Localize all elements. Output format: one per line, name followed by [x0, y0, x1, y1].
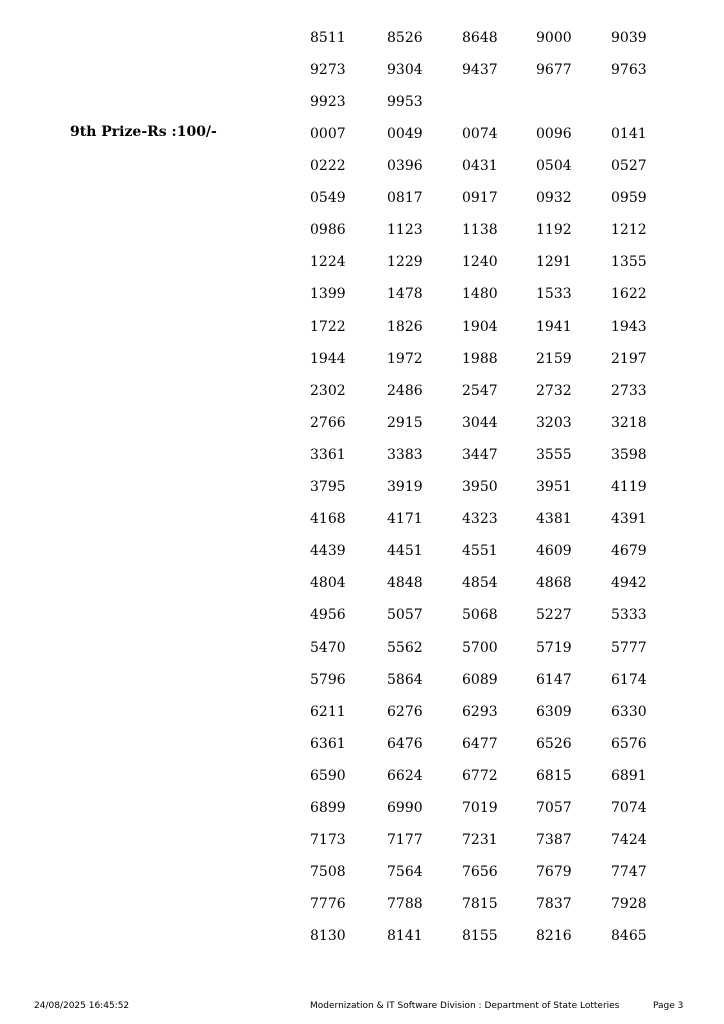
ticket-number: 7928 — [611, 896, 647, 913]
number-row — [0, 511, 724, 543]
number-row — [0, 383, 724, 415]
ticket-number: 2733 — [611, 382, 647, 399]
ticket-number: 1533 — [536, 286, 572, 303]
ticket-number: 1480 — [462, 286, 498, 303]
ticket-number: 8216 — [536, 928, 572, 945]
ticket-number: 9953 — [387, 94, 423, 111]
number-row — [0, 351, 724, 383]
number-row — [0, 222, 724, 254]
number-row — [0, 832, 724, 864]
ticket-number: 0396 — [387, 158, 423, 175]
number-row — [0, 94, 724, 126]
ticket-number: 1944 — [310, 350, 346, 367]
ticket-number: 9273 — [310, 62, 346, 79]
page-footer — [0, 1000, 724, 1014]
ticket-number: 7019 — [462, 799, 498, 816]
ticket-number: 6293 — [462, 703, 498, 720]
footer-page-number: Page 3 — [653, 1001, 684, 1011]
ticket-number: 4848 — [387, 575, 423, 592]
ticket-number: 4323 — [462, 511, 498, 528]
prize-heading-9th: 9th Prize-Rs :100/- — [70, 124, 217, 140]
ticket-number: 2915 — [387, 414, 423, 431]
footer-timestamp: 24/08/2025 16:45:52 — [34, 1001, 130, 1011]
ticket-number: 4868 — [536, 575, 572, 592]
ticket-number: 9437 — [462, 62, 498, 79]
ticket-number: 7679 — [536, 864, 572, 881]
ticket-number: 5057 — [387, 607, 423, 624]
ticket-number: 1904 — [462, 318, 498, 335]
ticket-number: 3447 — [462, 446, 498, 463]
number-row — [0, 768, 724, 800]
number-row — [0, 736, 724, 768]
ticket-number: 1622 — [611, 286, 647, 303]
ticket-number: 0549 — [310, 190, 346, 207]
ticket-number: 4439 — [310, 543, 346, 560]
ticket-number: 0932 — [536, 190, 572, 207]
ticket-number: 6477 — [462, 735, 498, 752]
number-row — [0, 607, 724, 639]
ticket-number: 0917 — [462, 190, 498, 207]
ticket-number: 1941 — [536, 318, 572, 335]
ticket-number: 5796 — [310, 671, 346, 688]
ticket-number: 4942 — [611, 575, 647, 592]
ticket-number: 4391 — [611, 511, 647, 528]
ticket-number: 4679 — [611, 543, 647, 560]
ticket-number: 0007 — [310, 126, 346, 142]
ticket-number: 8648 — [462, 30, 498, 46]
ticket-number: 9763 — [611, 62, 647, 79]
ticket-number: 7057 — [536, 799, 572, 816]
ticket-number: 5333 — [611, 607, 647, 624]
ticket-number: 6590 — [310, 767, 346, 784]
number-row — [0, 928, 724, 960]
prize-9-numbers — [0, 126, 724, 960]
number-row — [0, 800, 724, 832]
ticket-number: 6526 — [536, 735, 572, 752]
ticket-number: 9000 — [536, 30, 572, 46]
ticket-number: 6276 — [387, 703, 423, 720]
number-row — [0, 543, 724, 575]
ticket-number: 7788 — [387, 896, 423, 913]
ticket-number: 7508 — [310, 864, 346, 881]
ticket-number: 9923 — [310, 94, 346, 111]
ticket-number: 7177 — [387, 832, 423, 849]
ticket-number: 6211 — [310, 703, 346, 720]
previous-prize-numbers — [0, 30, 724, 126]
ticket-number: 6891 — [611, 767, 647, 784]
ticket-number: 6990 — [387, 799, 423, 816]
ticket-number: 3218 — [611, 414, 647, 431]
ticket-number: 7776 — [310, 896, 346, 913]
ticket-number: 4804 — [310, 575, 346, 592]
ticket-number: 1988 — [462, 350, 498, 367]
ticket-number: 7837 — [536, 896, 572, 913]
ticket-number: 3951 — [536, 479, 572, 496]
ticket-number: 3203 — [536, 414, 572, 431]
ticket-number: 0096 — [536, 126, 572, 142]
ticket-number: 2732 — [536, 382, 572, 399]
ticket-number: 4551 — [462, 543, 498, 560]
ticket-number: 7387 — [536, 832, 572, 849]
ticket-number: 8511 — [310, 30, 346, 46]
ticket-number: 6174 — [611, 671, 647, 688]
ticket-number: 6899 — [310, 799, 346, 816]
ticket-number: 3044 — [462, 414, 498, 431]
ticket-number: 3795 — [310, 479, 346, 496]
ticket-number: 6476 — [387, 735, 423, 752]
number-row — [0, 62, 724, 94]
number-row — [0, 158, 724, 190]
ticket-number: 0986 — [310, 222, 346, 239]
ticket-number: 1826 — [387, 318, 423, 335]
ticket-number: 8526 — [387, 30, 423, 46]
ticket-number: 6576 — [611, 735, 647, 752]
ticket-number: 4451 — [387, 543, 423, 560]
ticket-number: 0959 — [611, 190, 647, 207]
number-row — [0, 30, 724, 62]
number-row — [0, 319, 724, 351]
number-row — [0, 896, 724, 928]
ticket-number: 7074 — [611, 799, 647, 816]
ticket-number: 3555 — [536, 446, 572, 463]
ticket-number: 2547 — [462, 382, 498, 399]
ticket-number: 2486 — [387, 382, 423, 399]
ticket-number: 4171 — [387, 511, 423, 528]
number-row — [0, 704, 724, 736]
number-row — [0, 864, 724, 896]
ticket-number: 6361 — [310, 735, 346, 752]
ticket-number: 1240 — [462, 254, 498, 271]
ticket-number: 7564 — [387, 864, 423, 881]
ticket-number: 1399 — [310, 286, 346, 303]
ticket-number: 5068 — [462, 607, 498, 624]
ticket-number: 5719 — [536, 639, 572, 656]
ticket-number: 4168 — [310, 511, 346, 528]
ticket-number: 4609 — [536, 543, 572, 560]
ticket-number: 4854 — [462, 575, 498, 592]
ticket-number: 1192 — [536, 222, 572, 239]
ticket-number: 0074 — [462, 126, 498, 142]
ticket-number: 0141 — [611, 126, 647, 142]
ticket-number: 7424 — [611, 832, 647, 849]
ticket-number: 8130 — [310, 928, 346, 945]
footer-division: Modernization & IT Software Division : Department of State Lotteries — [310, 1001, 620, 1011]
ticket-number: 1123 — [387, 222, 423, 239]
ticket-number: 5777 — [611, 639, 647, 656]
ticket-number: 2302 — [310, 382, 346, 399]
ticket-number: 1224 — [310, 254, 346, 271]
ticket-number: 1229 — [387, 254, 423, 271]
number-row — [0, 575, 724, 607]
ticket-number: 1212 — [611, 222, 647, 239]
ticket-number: 1943 — [611, 318, 647, 335]
ticket-number: 3383 — [387, 446, 423, 463]
ticket-number: 2766 — [310, 414, 346, 431]
ticket-number: 1138 — [462, 222, 498, 239]
ticket-number: 9039 — [611, 30, 647, 46]
ticket-number: 0504 — [536, 158, 572, 175]
ticket-number: 6330 — [611, 703, 647, 720]
ticket-number: 1478 — [387, 286, 423, 303]
ticket-number: 7231 — [462, 832, 498, 849]
ticket-number: 2159 — [536, 350, 572, 367]
ticket-number: 8141 — [387, 928, 423, 945]
ticket-number: 0527 — [611, 158, 647, 175]
ticket-number: 4381 — [536, 511, 572, 528]
ticket-number: 1355 — [611, 254, 647, 271]
ticket-number: 7656 — [462, 864, 498, 881]
ticket-number: 5227 — [536, 607, 572, 624]
ticket-number: 7815 — [462, 896, 498, 913]
ticket-number: 5864 — [387, 671, 423, 688]
ticket-number: 6815 — [536, 767, 572, 784]
ticket-number: 0817 — [387, 190, 423, 207]
ticket-number: 6772 — [462, 767, 498, 784]
number-row — [0, 286, 724, 318]
ticket-number: 2197 — [611, 350, 647, 367]
number-row — [0, 190, 724, 222]
ticket-number: 4119 — [611, 479, 647, 496]
ticket-number: 9677 — [536, 62, 572, 79]
ticket-number: 3598 — [611, 446, 647, 463]
ticket-number: 1291 — [536, 254, 572, 271]
number-row — [0, 254, 724, 286]
number-row — [0, 126, 724, 158]
ticket-number: 0431 — [462, 158, 498, 175]
ticket-number: 1722 — [310, 318, 346, 335]
number-row — [0, 672, 724, 704]
ticket-number: 6147 — [536, 671, 572, 688]
ticket-number: 3361 — [310, 446, 346, 463]
ticket-number: 0222 — [310, 158, 346, 175]
ticket-number: 7173 — [310, 832, 346, 849]
ticket-number: 0049 — [387, 126, 423, 142]
ticket-number: 3919 — [387, 479, 423, 496]
ticket-number: 7747 — [611, 864, 647, 881]
ticket-number: 6624 — [387, 767, 423, 784]
ticket-number: 4956 — [310, 607, 346, 624]
ticket-number: 6089 — [462, 671, 498, 688]
ticket-number: 6309 — [536, 703, 572, 720]
number-row — [0, 479, 724, 511]
number-row — [0, 640, 724, 672]
ticket-number: 9304 — [387, 62, 423, 79]
number-row — [0, 415, 724, 447]
ticket-number: 1972 — [387, 350, 423, 367]
ticket-number: 8465 — [611, 928, 647, 945]
ticket-number: 5562 — [387, 639, 423, 656]
ticket-number: 5700 — [462, 639, 498, 656]
ticket-number: 3950 — [462, 479, 498, 496]
number-row — [0, 447, 724, 479]
ticket-number: 8155 — [462, 928, 498, 945]
ticket-number: 5470 — [310, 639, 346, 656]
